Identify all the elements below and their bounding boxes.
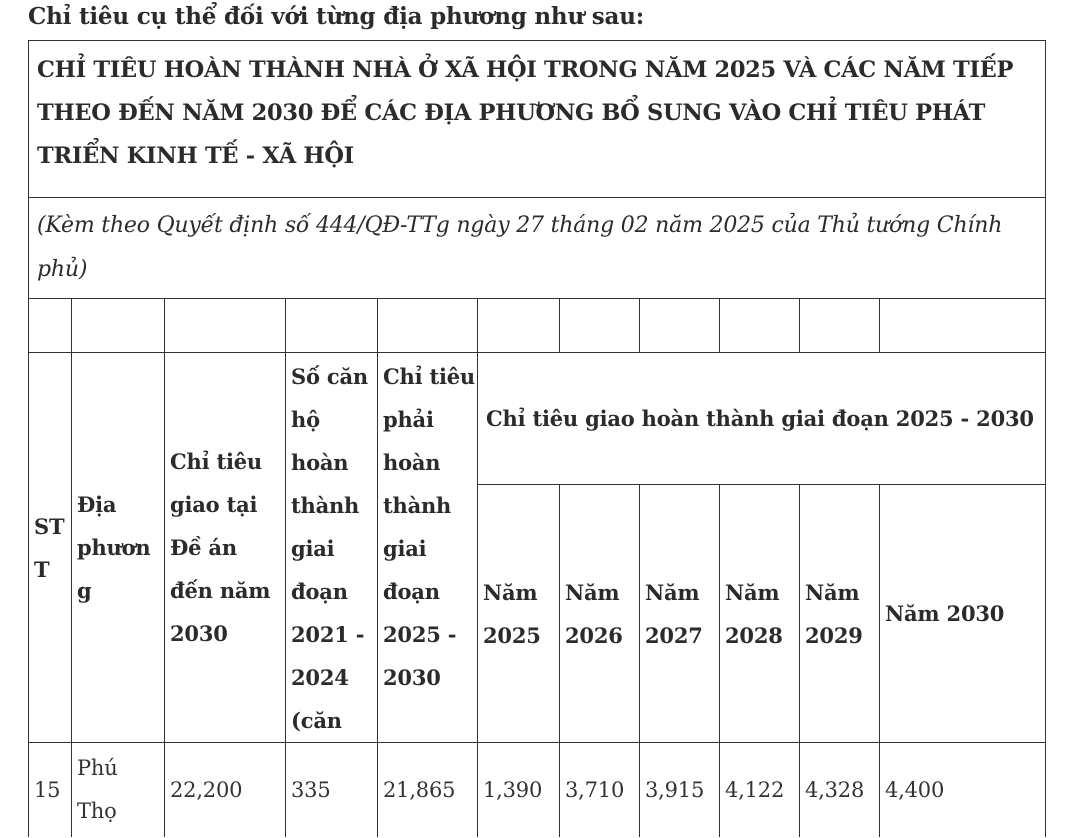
table-row [29,743,1046,838]
spacer-cell-4 [286,299,378,353]
column-header-stt: STT [29,353,72,743]
table-subtitle-row [29,198,1046,299]
cell-required-2025-2030: 21,865 [378,743,478,838]
column-header-year-2029: Năm 2029 [800,485,880,743]
cell-stt: 15 [29,743,72,838]
spacer-cell-8 [640,299,720,353]
column-header-year-2027: Năm 2027 [640,485,720,743]
cell-year-2030: 4,400 [880,743,1046,838]
spacer-cell-9 [720,299,800,353]
table-title-cell [29,41,1046,198]
spacer-cell-6 [478,299,560,353]
table-spacer-row [29,299,1046,353]
spacer-cell-2 [72,299,165,353]
table-subtitle-text: (Kèm theo Quyết định số 444/QĐ-TTg ngày 27 tháng 02 năm 2025 của Thủ tướng Chính phủ) [37,213,1003,282]
column-header-completed-2021-2024: Số căn hộ hoàn thành giai đoạn 2021 - 2024 (căn [286,353,378,743]
spacer-cell-1 [29,299,72,353]
column-header-year-2025: Năm 2025 [478,485,560,743]
column-header-year-2028: Năm 2028 [720,485,800,743]
column-header-target-scheme: Chỉ tiêu giao tại Đề án đến năm 2030 [165,353,286,743]
column-header-year-2030: Năm 2030 [880,485,1046,743]
cell-year-2029: 4,328 [800,743,880,838]
cell-target-scheme: 22,200 [165,743,286,838]
spacer-cell-5 [378,299,478,353]
spacer-cell-11 [880,299,1046,353]
spacer-cell-3 [165,299,286,353]
table-title-row [29,41,1046,198]
cell-year-2025: 1,390 [478,743,560,838]
lead-heading: Chỉ tiêu cụ thể đối với từng địa phương như sau: [28,3,645,30]
header-row-primary [29,353,1046,485]
indicators-table [28,40,1046,837]
column-header-locality: Địa phương [72,353,165,743]
spacer-cell-7 [560,299,640,353]
column-header-required-2025-2030: Chỉ tiêu phải hoàn thành giai đoạn 2025 - 2030 [378,353,478,743]
cell-year-2026: 3,710 [560,743,640,838]
spacer-cell-10 [800,299,880,353]
table-subtitle-cell [29,198,1046,299]
cell-year-2028: 4,122 [720,743,800,838]
cell-year-2027: 3,915 [640,743,720,838]
table-title-text: CHỈ TIÊU HOÀN THÀNH NHÀ Ở XÃ HỘI TRONG NĂM 2025 VÀ CÁC NĂM TIẾP THEO ĐẾN NĂM 2030 ĐỂ CÁC ĐỊA PHƯƠNG BỔ SUNG VÀO CHỈ TIÊU PHÁT TRIỂN KINH TẾ - XÃ HỘI [37,57,1014,169]
column-header-group-2025-2030: Chỉ tiêu giao hoàn thành giai đoạn 2025 - 2030 [478,353,1046,485]
cell-locality: Phú Thọ [72,743,165,838]
column-header-year-2026: Năm 2026 [560,485,640,743]
cell-completed-2021-2024: 335 [286,743,378,838]
